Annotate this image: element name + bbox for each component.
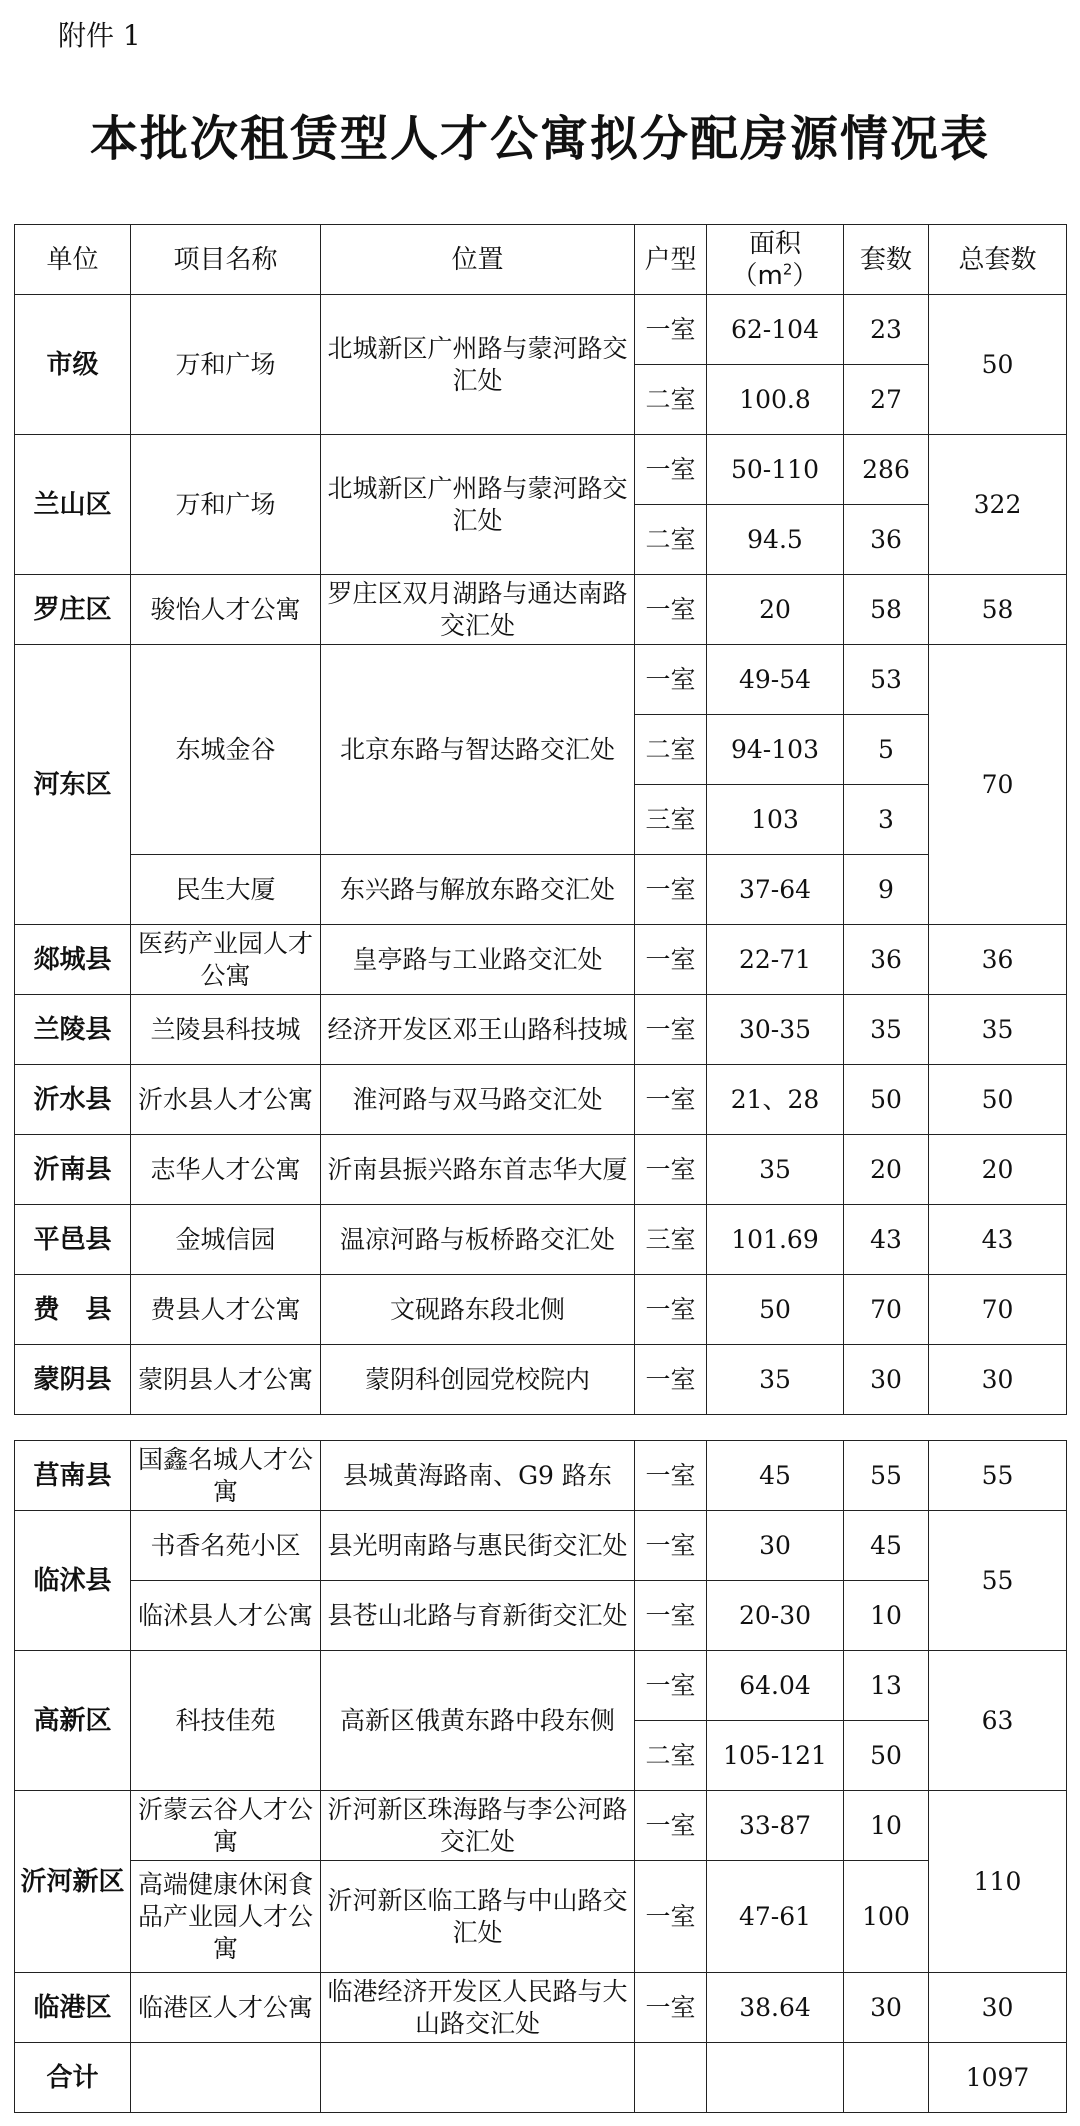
table-row [15, 1275, 1067, 1345]
table-row [15, 995, 1067, 1065]
location-cell: 沂河新区临工路与中山路交汇处 [321, 1861, 635, 1973]
sets-cell: 35 [844, 995, 929, 1065]
sum-row [15, 2043, 1067, 2113]
total-cell: 30 [929, 1973, 1067, 2043]
project-cell: 金城信园 [131, 1205, 321, 1275]
sets-cell: 58 [844, 575, 929, 645]
location-cell: 淮河路与双马路交汇处 [321, 1065, 635, 1135]
location-cell: 高新区俄黄东路中段东侧 [321, 1651, 635, 1791]
project-cell: 科技佳苑 [131, 1651, 321, 1791]
unit-cell: 河东区 [15, 645, 131, 925]
location-cell: 沂南县振兴路东首志华大厦 [321, 1135, 635, 1205]
empty-cell [844, 2043, 929, 2113]
type-cell: 一室 [635, 1651, 707, 1721]
project-cell: 沂蒙云谷人才公寓 [131, 1791, 321, 1861]
unit-cell: 临沭县 [15, 1511, 131, 1651]
type-cell: 一室 [635, 1441, 707, 1511]
table-row [15, 435, 1067, 505]
area-cell: 22-71 [707, 925, 844, 995]
location-cell: 文砚路东段北侧 [321, 1275, 635, 1345]
sets-cell: 100 [844, 1861, 929, 1973]
type-cell: 一室 [635, 1065, 707, 1135]
sets-cell: 70 [844, 1275, 929, 1345]
empty-cell [707, 2043, 844, 2113]
total-cell: 110 [929, 1791, 1067, 1973]
project-cell: 高端健康休闲食品产业园人才公寓 [131, 1861, 321, 1973]
area-cell: 37-64 [707, 855, 844, 925]
sets-cell: 9 [844, 855, 929, 925]
project-cell: 志华人才公寓 [131, 1135, 321, 1205]
type-cell: 一室 [635, 1275, 707, 1345]
sets-cell: 45 [844, 1511, 929, 1581]
type-cell: 一室 [635, 995, 707, 1065]
area-cell: 49-54 [707, 645, 844, 715]
type-cell: 一室 [635, 1581, 707, 1651]
unit-cell: 临港区 [15, 1973, 131, 2043]
sets-cell: 50 [844, 1721, 929, 1791]
project-cell: 沂水县人才公寓 [131, 1065, 321, 1135]
type-cell: 一室 [635, 1973, 707, 2043]
table-row [15, 1651, 1067, 1721]
type-cell: 一室 [635, 1135, 707, 1205]
type-cell: 一室 [635, 925, 707, 995]
area-cell: 105-121 [707, 1721, 844, 1791]
type-cell: 一室 [635, 575, 707, 645]
unit-cell: 莒南县 [15, 1441, 131, 1511]
housing-table-part-1 [14, 224, 1067, 1415]
total-cell: 50 [929, 1065, 1067, 1135]
type-cell: 一室 [635, 1345, 707, 1415]
location-cell: 经济开发区邓王山路科技城 [321, 995, 635, 1065]
project-cell: 书香名苑小区 [131, 1511, 321, 1581]
project-cell: 骏怡人才公寓 [131, 575, 321, 645]
total-cell: 43 [929, 1205, 1067, 1275]
unit-cell: 市级 [15, 295, 131, 435]
sets-cell: 30 [844, 1973, 929, 2043]
location-cell: 县光明南路与惠民街交汇处 [321, 1511, 635, 1581]
area-cell: 35 [707, 1135, 844, 1205]
type-cell: 一室 [635, 1791, 707, 1861]
header-area-suffix: ） [792, 260, 819, 291]
table-header-row [15, 225, 1067, 295]
unit-cell: 沂南县 [15, 1135, 131, 1205]
table-row [15, 1973, 1067, 2043]
sets-cell: 30 [844, 1345, 929, 1415]
area-cell: 20-30 [707, 1581, 844, 1651]
project-cell: 万和广场 [131, 435, 321, 575]
total-cell: 63 [929, 1651, 1067, 1791]
sets-cell: 36 [844, 925, 929, 995]
sets-cell: 55 [844, 1441, 929, 1511]
total-cell: 36 [929, 925, 1067, 995]
location-cell: 温凉河路与板桥路交汇处 [321, 1205, 635, 1275]
area-cell: 30-35 [707, 995, 844, 1065]
area-cell: 62-104 [707, 295, 844, 365]
location-cell: 临港经济开发区人民路与大山路交汇处 [321, 1973, 635, 2043]
header-area-prefix: 面积（m [731, 228, 801, 291]
total-cell: 70 [929, 1275, 1067, 1345]
empty-cell [635, 2043, 707, 2113]
sets-cell: 5 [844, 715, 929, 785]
table-row [15, 1065, 1067, 1135]
total-cell: 55 [929, 1441, 1067, 1511]
header-area [707, 225, 844, 295]
unit-cell: 平邑县 [15, 1205, 131, 1275]
sets-cell: 27 [844, 365, 929, 435]
table-row [15, 1511, 1067, 1581]
area-cell: 20 [707, 575, 844, 645]
sets-cell: 20 [844, 1135, 929, 1205]
total-cell: 50 [929, 295, 1067, 435]
area-cell: 101.69 [707, 1205, 844, 1275]
area-cell: 94-103 [707, 715, 844, 785]
project-cell: 东城金谷 [131, 645, 321, 855]
project-cell: 医药产业园人才公寓 [131, 925, 321, 995]
area-cell: 45 [707, 1441, 844, 1511]
location-cell: 沂河新区珠海路与李公河路交汇处 [321, 1791, 635, 1861]
area-cell: 50 [707, 1275, 844, 1345]
sum-total: 1097 [929, 2043, 1067, 2113]
project-cell: 临沭县人才公寓 [131, 1581, 321, 1651]
unit-cell: 罗庄区 [15, 575, 131, 645]
sets-cell: 286 [844, 435, 929, 505]
location-cell: 东兴路与解放东路交汇处 [321, 855, 635, 925]
table-row [15, 1861, 1067, 1973]
attachment-label: 附件 1 [58, 19, 141, 52]
type-cell: 二室 [635, 505, 707, 575]
type-cell: 二室 [635, 365, 707, 435]
table-row [15, 575, 1067, 645]
type-cell: 一室 [635, 855, 707, 925]
sum-label: 合计 [15, 2043, 131, 2113]
area-cell: 94.5 [707, 505, 844, 575]
table-row [15, 1581, 1067, 1651]
area-cell: 50-110 [707, 435, 844, 505]
table-row [15, 1205, 1067, 1275]
area-cell: 103 [707, 785, 844, 855]
unit-cell: 兰山区 [15, 435, 131, 575]
type-cell: 一室 [635, 295, 707, 365]
area-cell: 64.04 [707, 1651, 844, 1721]
unit-cell: 蒙阴县 [15, 1345, 131, 1415]
table-row [15, 645, 1067, 715]
location-cell: 皇亭路与工业路交汇处 [321, 925, 635, 995]
location-cell: 县苍山北路与育新街交汇处 [321, 1581, 635, 1651]
project-cell: 兰陵县科技城 [131, 995, 321, 1065]
type-cell: 一室 [635, 1511, 707, 1581]
location-cell: 县城黄海路南、G9 路东 [321, 1441, 635, 1511]
area-cell: 100.8 [707, 365, 844, 435]
type-cell: 一室 [635, 645, 707, 715]
area-cell: 47-61 [707, 1861, 844, 1973]
total-cell: 30 [929, 1345, 1067, 1415]
header-unit: 单位 [15, 225, 131, 295]
location-cell: 北城新区广州路与蒙河路交汇处 [321, 435, 635, 575]
total-cell: 70 [929, 645, 1067, 925]
project-cell: 民生大厦 [131, 855, 321, 925]
table-row [15, 1791, 1067, 1861]
sets-cell: 53 [844, 645, 929, 715]
location-cell: 北城新区广州路与蒙河路交汇处 [321, 295, 635, 435]
unit-cell: 兰陵县 [15, 995, 131, 1065]
table-row [15, 855, 1067, 925]
header-area-sup: 2 [782, 259, 793, 278]
type-cell: 二室 [635, 1721, 707, 1791]
project-cell: 蒙阴县人才公寓 [131, 1345, 321, 1415]
sets-cell: 10 [844, 1791, 929, 1861]
type-cell: 三室 [635, 785, 707, 855]
header-project: 项目名称 [131, 225, 321, 295]
location-cell: 罗庄区双月湖路与通达南路交汇处 [321, 575, 635, 645]
type-cell: 一室 [635, 435, 707, 505]
unit-cell: 沂水县 [15, 1065, 131, 1135]
header-type: 户型 [635, 225, 707, 295]
sets-cell: 23 [844, 295, 929, 365]
type-cell: 一室 [635, 1861, 707, 1973]
total-cell: 35 [929, 995, 1067, 1065]
location-cell: 蒙阴科创园党校院内 [321, 1345, 635, 1415]
unit-cell: 高新区 [15, 1651, 131, 1791]
unit-cell: 费 县 [15, 1275, 131, 1345]
housing-table-part-2 [14, 1440, 1067, 2113]
document-title: 本批次租赁型人才公寓拟分配房源情况表 [89, 111, 990, 167]
table-row [15, 1345, 1067, 1415]
area-cell: 35 [707, 1345, 844, 1415]
project-cell: 万和广场 [131, 295, 321, 435]
unit-cell: 沂河新区 [15, 1791, 131, 1973]
type-cell: 二室 [635, 715, 707, 785]
sets-cell: 36 [844, 505, 929, 575]
project-cell: 国鑫名城人才公寓 [131, 1441, 321, 1511]
unit-cell: 郯城县 [15, 925, 131, 995]
area-cell: 33-87 [707, 1791, 844, 1861]
area-cell: 38.64 [707, 1973, 844, 2043]
type-cell: 三室 [635, 1205, 707, 1275]
project-cell: 费县人才公寓 [131, 1275, 321, 1345]
header-location: 位置 [321, 225, 635, 295]
total-cell: 20 [929, 1135, 1067, 1205]
sets-cell: 50 [844, 1065, 929, 1135]
total-cell: 322 [929, 435, 1067, 575]
header-total: 总套数 [929, 225, 1067, 295]
table-row [15, 1135, 1067, 1205]
header-sets: 套数 [844, 225, 929, 295]
area-cell: 30 [707, 1511, 844, 1581]
sets-cell: 13 [844, 1651, 929, 1721]
total-cell: 55 [929, 1511, 1067, 1651]
area-cell: 21、28 [707, 1065, 844, 1135]
empty-cell [321, 2043, 635, 2113]
sets-cell: 43 [844, 1205, 929, 1275]
sets-cell: 10 [844, 1581, 929, 1651]
empty-cell [131, 2043, 321, 2113]
table-row [15, 1441, 1067, 1511]
project-cell: 临港区人才公寓 [131, 1973, 321, 2043]
location-cell: 北京东路与智达路交汇处 [321, 645, 635, 855]
table-row [15, 925, 1067, 995]
sets-cell: 3 [844, 785, 929, 855]
total-cell: 58 [929, 575, 1067, 645]
table-row [15, 295, 1067, 365]
